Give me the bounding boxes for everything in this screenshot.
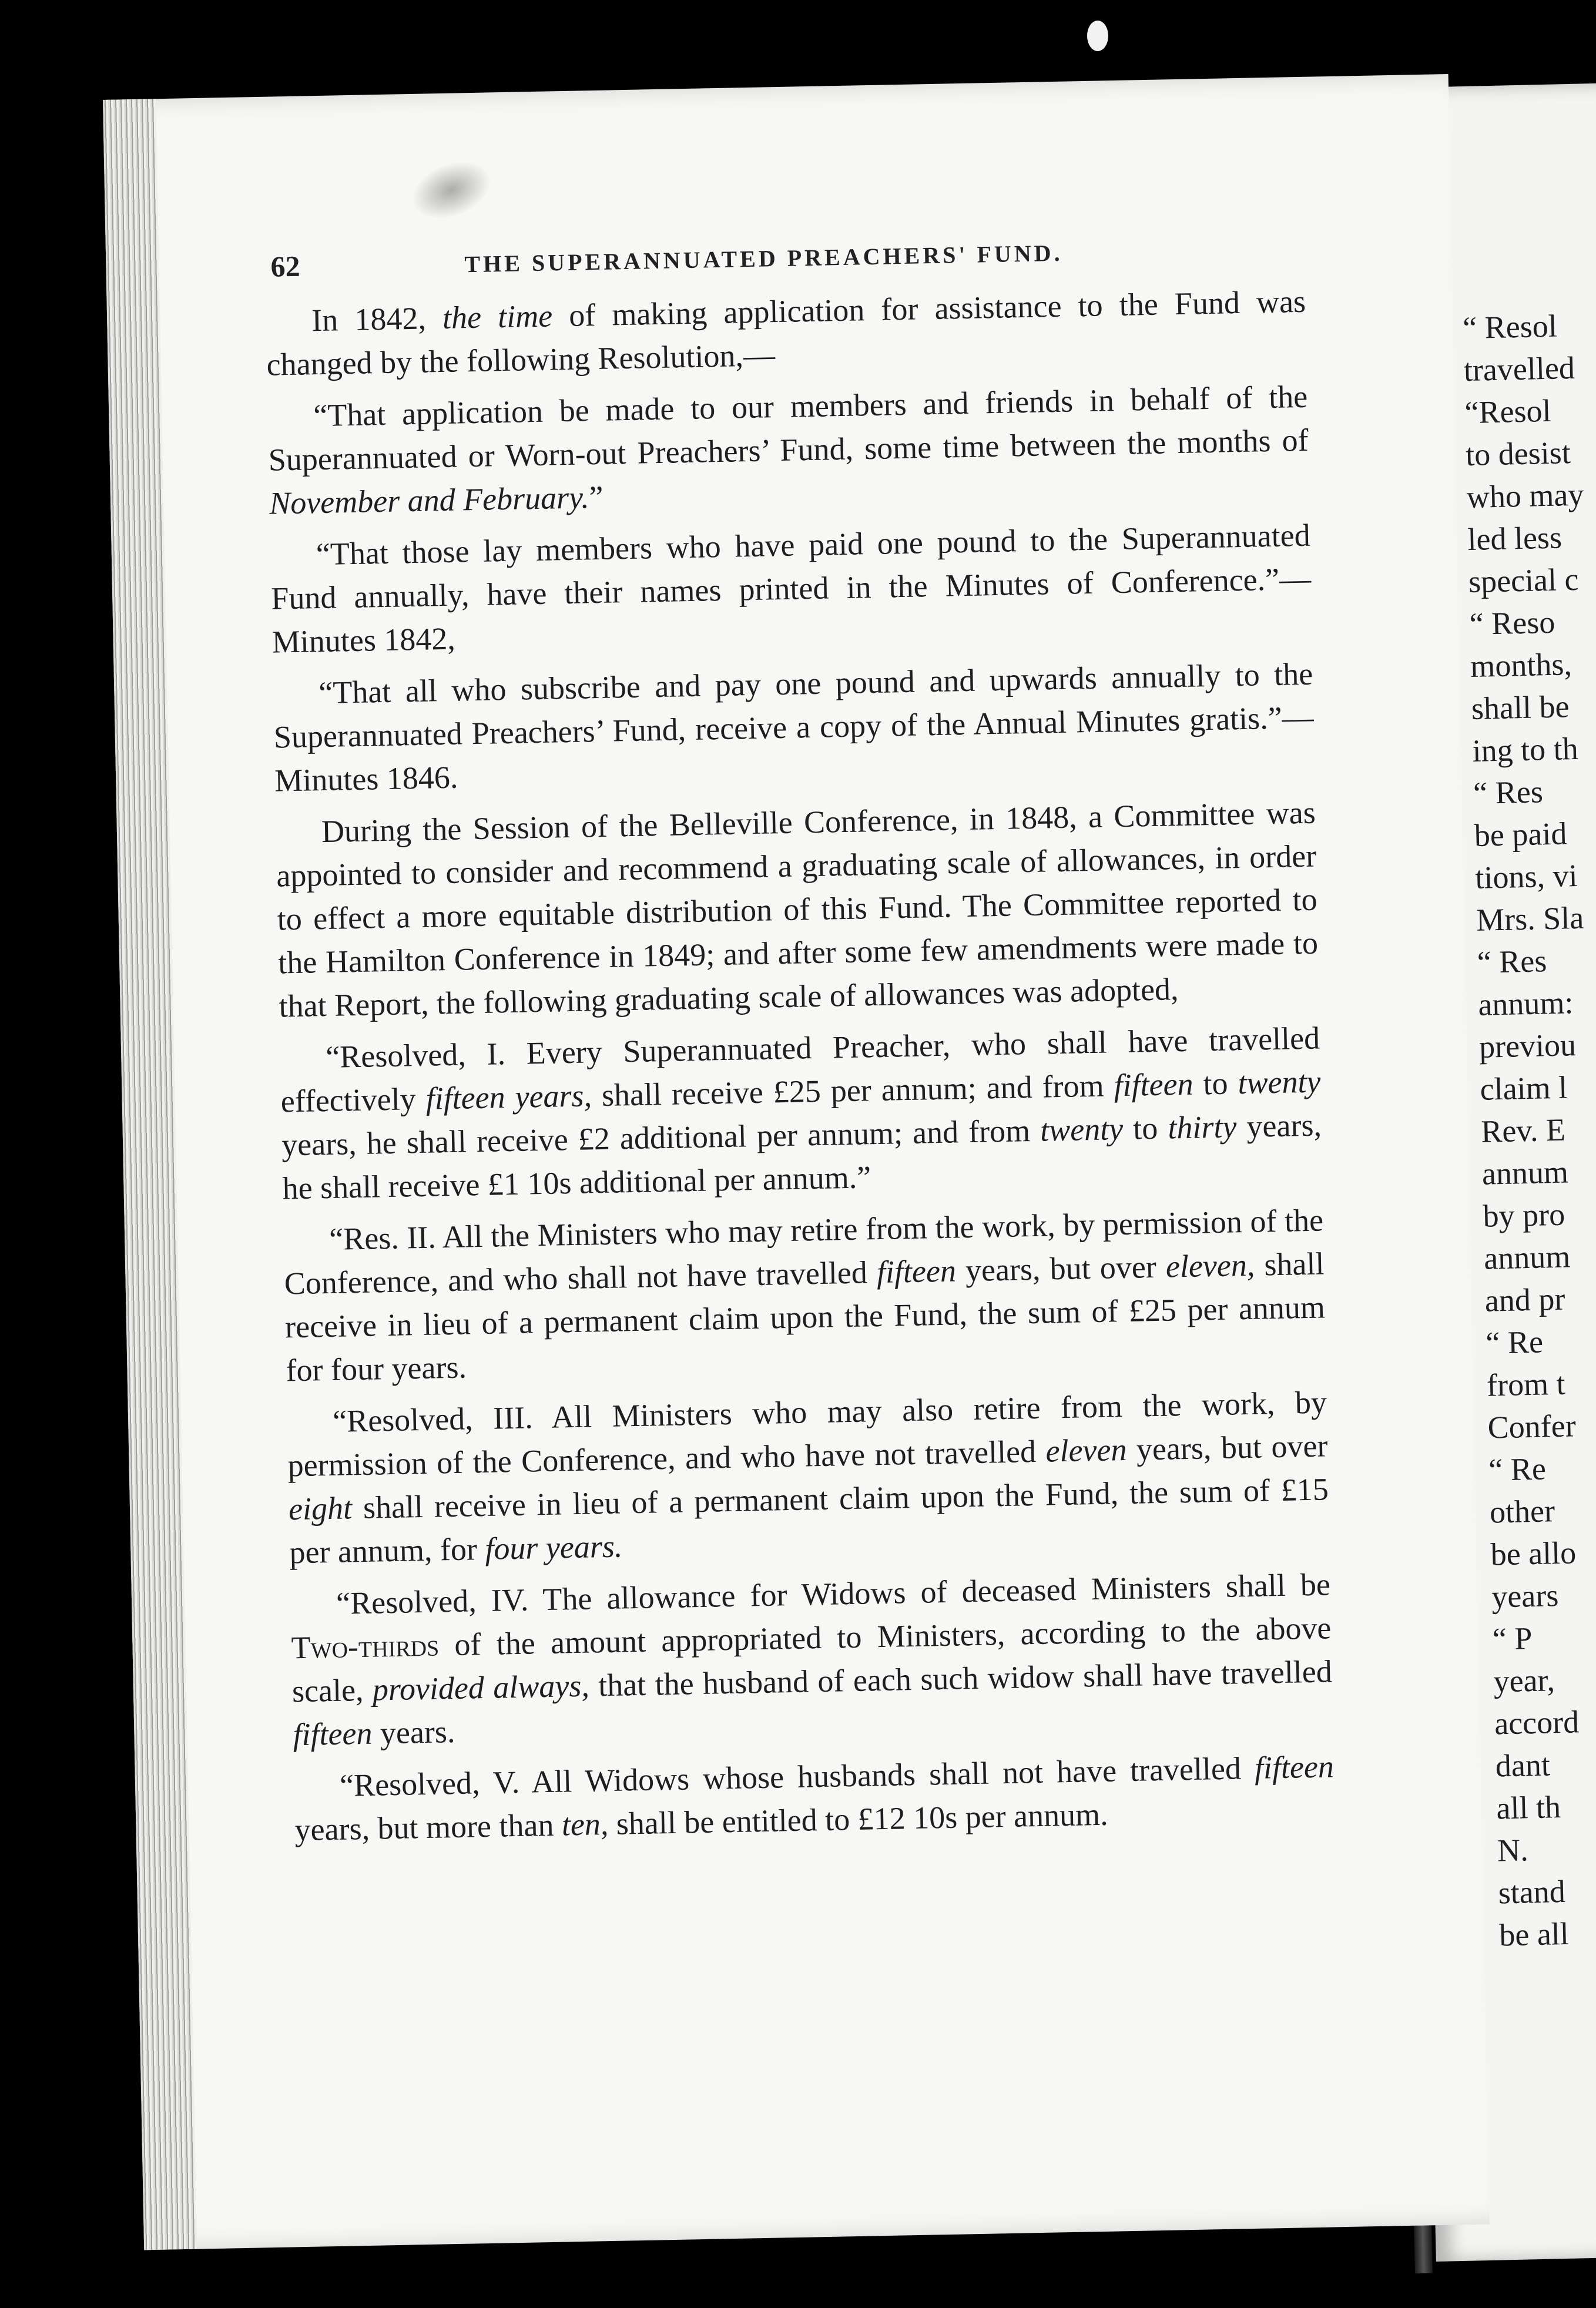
text-run: “Resolved, IV. The allowance for Widows of deceased Ministers shall be xyxy=(336,1566,1331,1621)
facing-page-line: be paid xyxy=(1474,816,1567,853)
facing-page-line: tions, vi xyxy=(1474,857,1578,895)
facing-page-line: who may xyxy=(1466,477,1584,515)
text-run: “That those lay members who have paid one pound to the Superannuated Fund annually, have their names printed in the Minutes of Conference.”—Minutes 1842, xyxy=(270,517,1312,660)
facing-page-line: ing to th xyxy=(1471,730,1579,769)
text-run: In 1842, xyxy=(311,300,443,338)
facing-page-line: all th xyxy=(1496,1789,1561,1826)
facing-page-line: years xyxy=(1491,1578,1559,1615)
facing-page-line: by pro xyxy=(1482,1196,1565,1234)
text-run: “That application be made to our members and friends in behalf of the Superannuated or Worn-out Preachers’ Fund, some time between the months of xyxy=(268,378,1309,478)
text-run: Two-thirds xyxy=(291,1627,440,1666)
italic-text-run: twenty xyxy=(1237,1064,1322,1101)
text-run: to xyxy=(1122,1110,1168,1146)
italic-text-run: provided always, xyxy=(372,1668,590,1707)
facing-page-line: stand xyxy=(1498,1873,1566,1911)
paragraph xyxy=(287,1380,1330,1574)
facing-page-line: “ P xyxy=(1492,1621,1533,1657)
paragraph xyxy=(270,514,1312,664)
facing-page-line: be allo xyxy=(1490,1535,1577,1572)
book-page xyxy=(103,74,1490,2250)
facing-page-line: annum: xyxy=(1477,985,1574,1022)
text-run: shall receive £25 per annum; and from xyxy=(591,1068,1115,1113)
text-run: shall receive in lieu of a permanent claim upon the Fund, the sum of £15 per annum, for xyxy=(289,1471,1329,1571)
facing-page-line: “ Re xyxy=(1485,1324,1544,1361)
facing-page-line: annum xyxy=(1483,1239,1571,1276)
text-run: years, but over xyxy=(1126,1428,1328,1467)
text-run: ” xyxy=(588,479,604,515)
text-run: years. xyxy=(371,1714,455,1751)
text-run: years, but over xyxy=(955,1249,1166,1289)
facing-page-line: “ Res xyxy=(1477,943,1547,980)
text-run: “Resolved, I. Every Superannuated Preacher, who shall have travelled effectively xyxy=(280,1020,1320,1119)
running-head-title: THE SUPERANNUATED PREACHERS' FUND. xyxy=(464,239,1063,278)
text-run: “Resolved, V. All Widows whose husbands shall not have travelled xyxy=(339,1750,1255,1803)
facing-page-line: “ Re xyxy=(1488,1451,1547,1488)
facing-page-line: shall be xyxy=(1471,689,1570,726)
text-run: “Res. II. All the Ministers who may retire from the work, by permission of the Conference, and who shall not have travelled xyxy=(284,1202,1324,1301)
text-run: “That all who subscribe and pay one pound and upwards annually to the Superannuated Preachers’ Fund, receive a copy of the Annual Minutes gratis.”—Minutes 1846. xyxy=(273,656,1315,799)
italic-text-run: four years. xyxy=(484,1528,623,1566)
facing-page-line: previou xyxy=(1478,1027,1577,1065)
facing-page-line: accord xyxy=(1494,1704,1580,1742)
paragraph xyxy=(267,375,1310,525)
facing-page-line: special c xyxy=(1468,561,1580,600)
paragraph xyxy=(283,1198,1326,1392)
facing-page-line: “ Res xyxy=(1473,774,1544,811)
italic-text-run: eight xyxy=(288,1490,353,1527)
facing-page-text xyxy=(1462,303,1596,1956)
paragraph xyxy=(293,1745,1335,1851)
paragraph xyxy=(275,791,1319,1028)
paragraph xyxy=(290,1562,1333,1756)
italic-text-run: fifteen years, xyxy=(425,1078,592,1116)
italic-text-run: November and February. xyxy=(269,479,590,521)
italic-text-run: fifteen xyxy=(876,1253,957,1290)
facing-page-line: annum xyxy=(1481,1154,1569,1192)
italic-text-run: eleven, xyxy=(1165,1247,1255,1284)
italic-text-run: ten, xyxy=(561,1806,609,1843)
text-run: “Resolved, III. All Ministers who may also retire from the work, by permission of the Conference, and who have not travelled xyxy=(287,1384,1327,1484)
facing-page-line: travelled xyxy=(1463,350,1575,388)
italic-text-run: fifteen xyxy=(292,1715,373,1753)
facing-page-line: Confer xyxy=(1487,1408,1577,1445)
italic-text-run: fifteen xyxy=(1254,1749,1335,1786)
paragraph xyxy=(273,652,1315,803)
scan-speck xyxy=(1087,21,1108,51)
facing-page-line: dant xyxy=(1495,1747,1551,1784)
text-run: During the Session of the Belleville Conference, in 1848, a Committee was appointed to consider and recommend a graduating scale of allowances, in order to effect a more equitable distribution of this Fund. The Committee reported to the Hamilton Conference in 1849; and after some few amendments were made to that Report, the following graduating scale of allowances was adopted, xyxy=(276,794,1319,1024)
page-body-text xyxy=(266,280,1336,1860)
facing-page-line: “ Resol xyxy=(1462,308,1558,346)
page-edge-stack xyxy=(103,99,197,2250)
italic-text-run: twenty xyxy=(1040,1111,1124,1148)
text-run: years, he shall receive £1 10s additional per annum.” xyxy=(282,1107,1322,1206)
text-run: of making application for assistance to the Fund was changed by the following Resolution,— xyxy=(266,283,1306,383)
facing-page-line: and pr xyxy=(1484,1281,1565,1319)
facing-page-line: “Resol xyxy=(1464,393,1552,431)
facing-page-line: claim l xyxy=(1480,1069,1568,1107)
facing-page-line: Mrs. Sla xyxy=(1476,900,1584,938)
facing-page-line: be all xyxy=(1498,1915,1570,1953)
page-number: 62 xyxy=(270,249,301,283)
text-run: years, but more than xyxy=(294,1807,562,1848)
facing-page-line: “ Reso xyxy=(1469,604,1555,642)
facing-page-line: Rev. E xyxy=(1480,1112,1566,1149)
italic-text-run: the time xyxy=(442,298,553,336)
facing-page-line: to desist xyxy=(1465,435,1571,473)
facing-page-line: year, xyxy=(1493,1662,1555,1699)
italic-text-run: thirty xyxy=(1167,1109,1237,1146)
facing-page-line: other xyxy=(1489,1493,1555,1530)
text-run: years, he shall receive £2 additional per annum; and from xyxy=(281,1112,1041,1163)
ink-smudge xyxy=(404,150,499,229)
facing-page-line: from t xyxy=(1486,1366,1566,1403)
text-run: shall receive in lieu of a permanent claim upon the Fund, the sum of £25 per annum for four years. xyxy=(284,1246,1326,1388)
paragraph xyxy=(266,280,1307,387)
text-run: of the amount appropriated to Ministers, according to the above scale, xyxy=(291,1610,1332,1709)
text-run: shall be entitled to £12 10s per annum. xyxy=(608,1796,1109,1842)
facing-page-line: led less xyxy=(1467,519,1563,558)
facing-page-line: N. xyxy=(1497,1832,1529,1868)
facing-page-line: months, xyxy=(1470,646,1572,685)
italic-text-run: eleven xyxy=(1045,1431,1127,1469)
paragraph xyxy=(280,1017,1323,1210)
text-run: that the husband of each such widow shall have travelled xyxy=(589,1653,1333,1703)
text-run: to xyxy=(1192,1065,1239,1102)
italic-text-run: fifteen xyxy=(1113,1066,1194,1103)
